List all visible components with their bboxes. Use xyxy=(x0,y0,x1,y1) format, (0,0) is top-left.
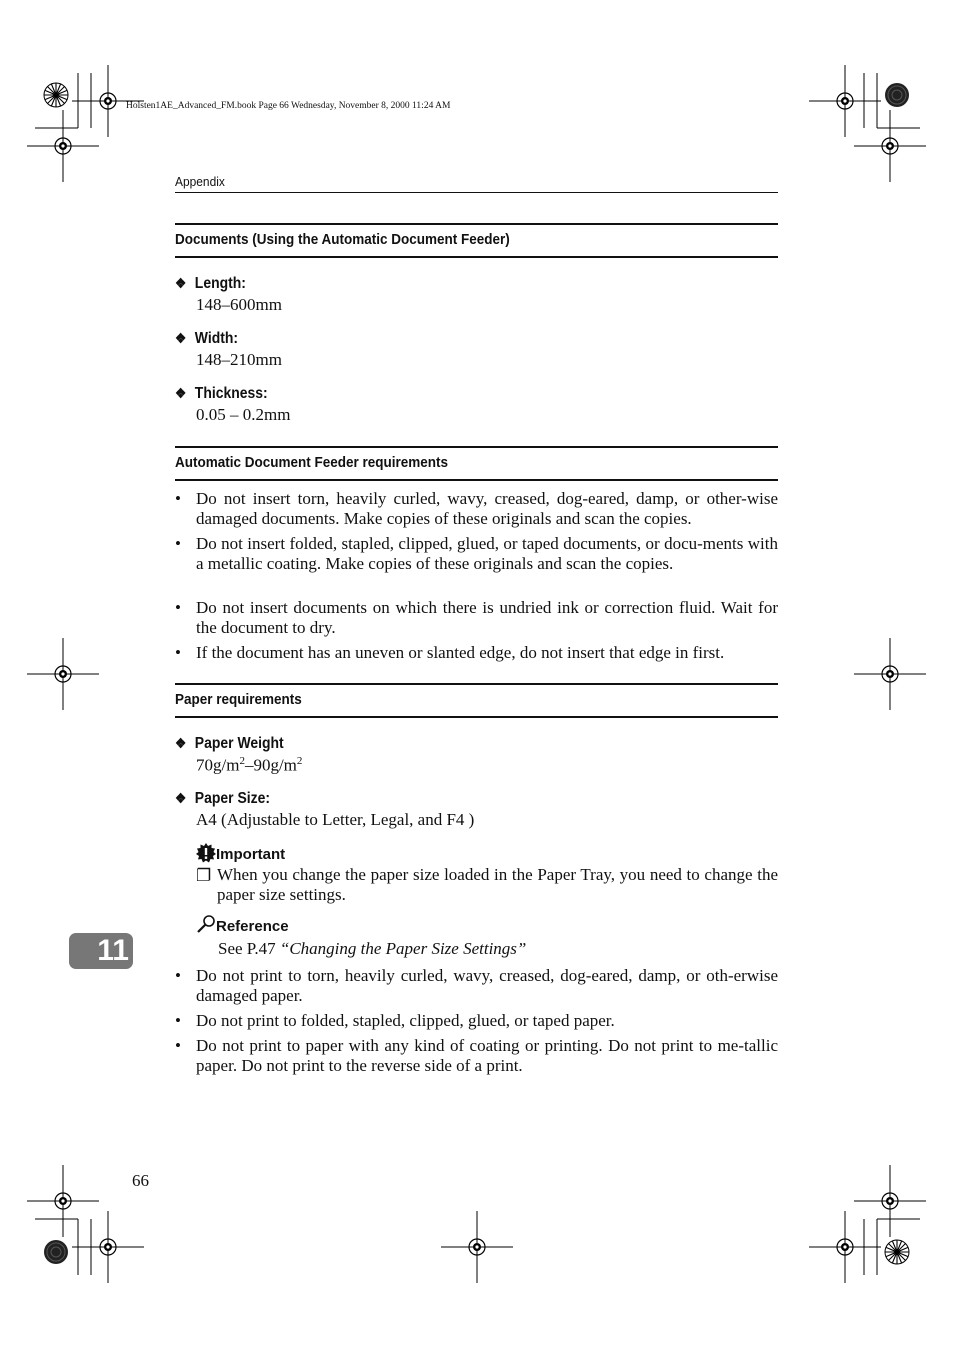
spec-value: 148–210mm xyxy=(196,350,282,369)
spec-label: Length: xyxy=(194,275,246,292)
spec-value: $70g/m^2-90g/m^2$ xyxy=(196,755,303,775)
spec-value: 0.05 – 0.2mm xyxy=(196,405,291,424)
spec-width xyxy=(175,330,238,348)
spec-label: Width: xyxy=(194,330,239,347)
reference-heading: Reference xyxy=(196,915,289,935)
section-rule-top xyxy=(175,223,778,225)
diamond-icon: ❖ xyxy=(175,790,187,806)
bullet-icon: • xyxy=(175,966,181,985)
file-info: Holsten1AE_Advanced_FM.book Page 66 Wednesday, November 8, 2000 11:24 AM xyxy=(126,101,451,111)
diamond-icon: ❖ xyxy=(175,330,187,346)
diamond-icon: ❖ xyxy=(175,385,187,401)
header-rule xyxy=(175,192,778,193)
list-item: • Do not insert folded, stapled, clipped, glued, or taped documents, or docu-ments with a metallic coating. Make copies of these originals and scan the copies. xyxy=(175,534,778,573)
spec-thickness xyxy=(175,385,268,403)
spec-length xyxy=(175,275,246,293)
section-title-paper-requirements: Paper requirements xyxy=(175,691,302,708)
checkbox-icon: ❐ xyxy=(196,866,212,885)
important-item: ❐ When you change the paper size loaded in the Paper Tray, you need to change the paper size settings. xyxy=(196,865,778,904)
spec-label: Paper Size: xyxy=(194,790,271,807)
spec-value: 148–600mm xyxy=(196,295,282,314)
page-number: 66 xyxy=(132,1171,149,1190)
spec-label: Thickness: xyxy=(194,385,268,402)
diamond-icon: ❖ xyxy=(175,735,187,751)
important-heading: Important xyxy=(196,843,285,863)
list-item: • If the document has an uneven or slanted edge, do not insert that edge in first. xyxy=(175,643,725,662)
diamond-icon: ❖ xyxy=(175,275,187,291)
bullet-icon: • xyxy=(175,534,181,553)
section-rule-bottom xyxy=(175,479,778,481)
section-title-adf-documents: Documents (Using the Automatic Document Feeder) xyxy=(175,231,510,248)
reference-link[interactable]: “Changing the Paper Size Settings” xyxy=(279,939,527,958)
list-item: • Do not insert torn, heavily curled, wavy, creased, dog-eared, damp, or other-wise damaged documents. Make copies of these originals and scan the copies. xyxy=(175,489,778,528)
bullet-icon: • xyxy=(175,489,181,508)
reference-body: See P.47 “Changing the Paper Size Settings” xyxy=(218,939,527,958)
section-rule-top xyxy=(175,683,778,685)
list-item: • Do not print to paper with any kind of coating or printing. Do not print to me-tallic paper. Do not print to the reverse side of a print. xyxy=(175,1036,778,1075)
spec-value: A4 (Adjustable to Letter, Legal, and F4 ) xyxy=(196,810,475,829)
spec-label: Paper Weight xyxy=(194,735,284,752)
list-item: • Do not print to folded, stapled, clipped, glued, or taped paper. xyxy=(175,1011,615,1030)
section-rule-bottom xyxy=(175,716,778,718)
spec-paper-size xyxy=(175,790,270,808)
running-head: Appendix xyxy=(175,174,225,189)
bullet-icon: • xyxy=(175,643,181,662)
chapter-tab: 11 xyxy=(69,933,133,969)
section-rule-top xyxy=(175,446,778,448)
spec-paper-weight xyxy=(175,735,284,753)
bullet-icon: • xyxy=(175,1011,181,1030)
list-item: • Do not print to torn, heavily curled, wavy, creased, dog-eared, damp, or oth-erwise damaged paper. xyxy=(175,966,778,1005)
list-item: • Do not insert documents on which there is undried ink or correction fluid. Wait for the document to dry. xyxy=(175,598,778,637)
bullet-icon: • xyxy=(175,598,181,617)
magnifier-icon xyxy=(196,915,216,933)
section-rule-bottom xyxy=(175,256,778,258)
bullet-icon: • xyxy=(175,1036,181,1055)
section-title-adf-requirements: Automatic Document Feeder requirements xyxy=(175,454,449,471)
important-icon xyxy=(196,843,216,863)
